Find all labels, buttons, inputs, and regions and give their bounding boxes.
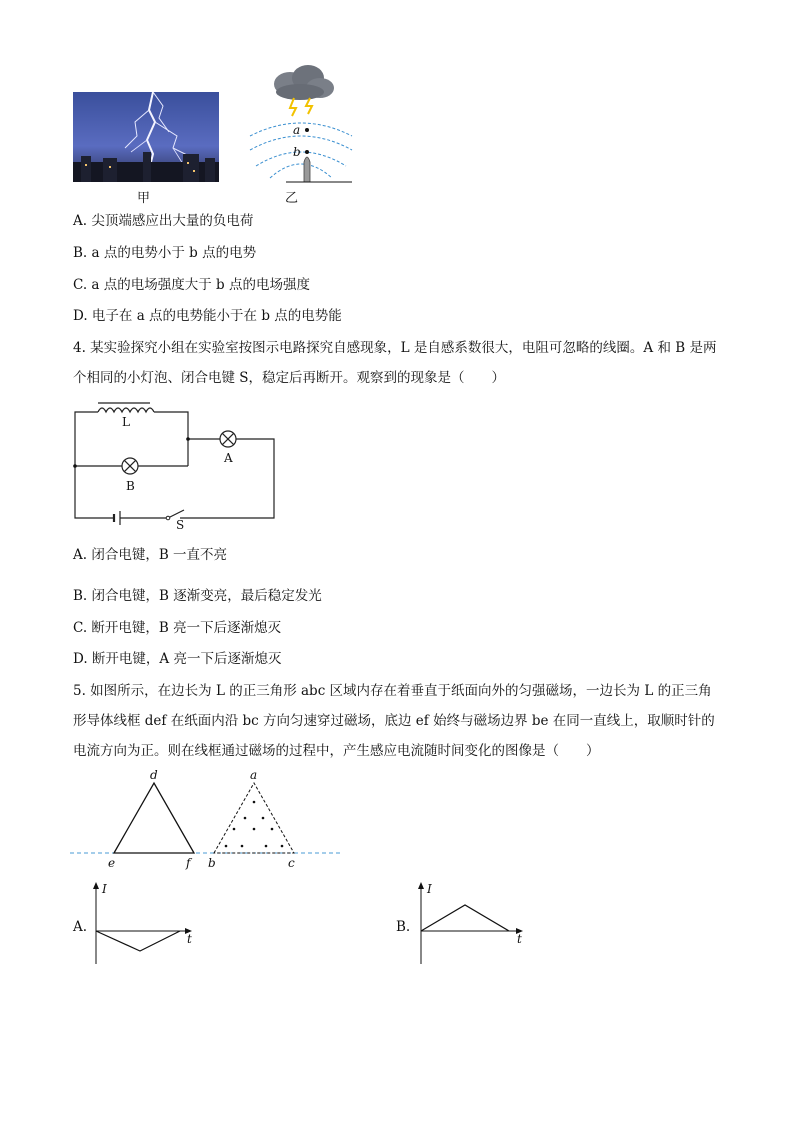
graph-a-y-label: I — [102, 882, 107, 896]
q4-option-d: D. 断开电键，A 亮一下后逐渐熄灭 — [73, 651, 282, 667]
lamp-a-icon — [220, 431, 236, 447]
q5-graph-b — [413, 880, 529, 970]
vertex-e-label: e — [108, 856, 116, 870]
q3-option-d: D. 电子在 a 点的电势能小于在 b 点的电势能 — [73, 308, 342, 324]
q3-option-c: C. a 点的电场强度大于 b 点的电场强度 — [73, 277, 310, 293]
figure-caption-yi: 乙 — [285, 191, 299, 206]
point-a-label: a — [293, 123, 301, 137]
figure-caption-jia: 甲 — [137, 191, 151, 206]
lamp-a-label: A — [224, 451, 233, 465]
q4-option-c: C. 断开电键，B 亮一下后逐渐熄灭 — [73, 620, 282, 636]
graph-b-y-label: I — [427, 882, 432, 896]
vertex-a-label: a — [250, 768, 258, 782]
q3-option-a: A. 尖顶端感应出大量的负电荷 — [73, 213, 254, 229]
q5-option-a-label: A. — [73, 919, 88, 935]
thundercloud-field-diagram — [246, 62, 356, 184]
q3-option-b: B. a 点的电势小于 b 点的电势 — [73, 245, 257, 261]
lightning-photo — [73, 92, 219, 182]
q4-option-b: B. 闭合电键，B 逐渐变亮，最后稳定发光 — [73, 588, 322, 604]
q5-stem: 5. 如图所示，在边长为 L 的正三角形 abc 区域内存在着垂直于纸面向外的匀强磁场，一边长为 L 的正三角形导体线框 def 在纸面内沿 bc 方向匀速穿过磁场，底边 ef 始终与磁场边界 be 在同一直线上，取顺时针的电流方向为正。则在线框通过磁场的过程中，产生感应电流随时间变化的图像是（ ） — [73, 683, 715, 759]
vertex-b-label: b — [208, 856, 216, 870]
q4-option-a: A. 闭合电键，B 一直不亮 — [73, 547, 228, 563]
vertex-d-label: d — [150, 768, 158, 782]
q5-option-b-label: B. — [396, 919, 411, 935]
point-b-label: b — [293, 145, 301, 159]
vertex-c-label: c — [288, 856, 295, 870]
graph-a-x-label: t — [187, 932, 192, 946]
graph-b-x-label: t — [517, 932, 522, 946]
switch-label: S — [176, 518, 185, 530]
q4-stem: 4. 某实验探究小组在实验室按图示电路探究自感现象，L 是自感系数很大，电阻可忽略的线圈。A 和 B 是两个相同的小灯泡、闭合电键 S，稳定后再断开。观察到的现象是（ ） — [73, 340, 717, 386]
q4-circuit-diagram — [70, 398, 282, 530]
q5-triangles-diagram — [70, 766, 350, 874]
vertex-f-label: f — [186, 856, 191, 870]
inductor-label: L — [122, 415, 130, 429]
lamp-b-label: B — [126, 479, 135, 493]
q5-graph-a — [88, 880, 198, 970]
lamp-b-icon — [122, 458, 138, 474]
cloud-icon — [274, 65, 334, 100]
